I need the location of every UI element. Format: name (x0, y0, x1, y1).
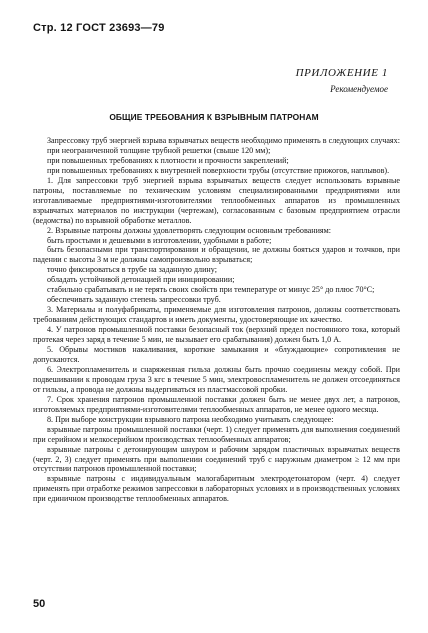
paragraph: 2. Взрывные патроны должны удовлетворять следующим основным требованиям: (47, 225, 332, 235)
paragraph: при неограниченной толщине трубной решетки (свыше 120 мм); (47, 145, 271, 155)
paragraph: при повышенных требованиях к плотности и прочности закреплений; (47, 155, 289, 165)
section-heading: ОБЩИЕ ТРЕБОВАНИЯ К ВЗРЫВНЫМ ПАТРОНАМ (109, 112, 319, 122)
paragraph: обладать устойчивой детонацией при инициировании; (47, 275, 235, 285)
paragraph: точно фиксироваться в трубе на заданную длину; (47, 265, 217, 275)
paragraph: 7. Срок хранения патронов промышленной поставки должен быть не менее двух лет, а патронов, изготовляемых предприятиями-изготовителями теплообменных аппаратов, не менее одного месяца. (33, 394, 400, 414)
paragraph: 6. Электропламенитель и снаряженная гильза должны быть прочно соединены между собой. При подвешивании к проводам груза 3 кгс в течение 5 мин, электровоспламенитель не должен отсоединяться от гильзы, а провода не должны выдергиваться из пластмассовой пробки. (33, 364, 400, 394)
paragraph: 8. При выборе конструкции взрывного патрона необходимо учитывать следующее: (47, 414, 334, 424)
paragraph: при повышенных требованиях к внутренней поверхности трубы (отсутствие прижогов, наплывов). (47, 165, 390, 175)
paragraph: взрывные патроны с детонирующим шнуром и рабочим зарядом пластичных взрывчатых веществ (черт. 2, 3) следует применять при выполнении соединений труб с наружным диаметром ≥ 12 мм при отсутствии патронов промышленной поставки; (33, 444, 400, 474)
paragraph: Запрессовку труб энергией взрыва взрывчатых веществ необходимо применять в следующих случаях: (47, 136, 400, 145)
page-header: Стр. 12 ГОСТ 23693—79 (33, 22, 165, 34)
paragraph: взрывные патроны с индивидуальным малогабаритным электродетонатором (черт. 4) следует применять при отработке режимов запрессовки в лабораторных условиях и в производственных условиях при единичном производстве теплообменных аппаратов. (33, 474, 400, 504)
paragraph: 3. Материалы и полуфабрикаты, применяемые для изготовления патронов, должны соответствовать требованиям действующих стандартов и иметь документы, удостоверяющие их качество. (33, 305, 400, 325)
paragraph: 1. Для запрессовки труб энергией взрыва взрывчатых веществ следует использовать взрывные патроны, поставляемые по техническим условиям специализированными предприятиями или изготавливаемые предприятиями-изготовителями теплообменных аппаратов из промышленных взрывчатых материалов по инструкции (чертежам), согласованным с базовым предприятием отрасли (ведомства) по взрывной обработке металлов. (33, 175, 400, 225)
paragraph: быть простыми и дешевыми в изготовлении, удобными в работе; (47, 235, 272, 245)
body-text (33, 136, 400, 504)
paragraph: быть безопасными при транспортировании и обращении, не должны бояться ударов и толчков, при падении с высоты 3 м не должны самопроизвольно взрываться; (33, 245, 400, 265)
paragraph: 5. Обрывы мостиков накаливания, короткие замыкания и «блуждающие» сопротивления не допускаются. (33, 345, 400, 364)
appendix-label (296, 67, 388, 94)
appendix-subtitle: Рекомендуемое (330, 84, 388, 94)
paragraph: обеспечивать заданную степень запрессовки труб. (47, 295, 221, 305)
paragraph: стабильно срабатывать и не терять своих свойств при температуре от минус 25° до плюс 70°С; (47, 285, 375, 295)
appendix-title: ПРИЛОЖЕНИЕ 1 (295, 67, 388, 79)
page-number: 50 (33, 598, 46, 610)
paragraph: 4. У патронов промышленной поставки безопасный ток (верхний предел постоянного тока, который протекая через заряд в течение 5 мин, не вызывает его срабатывания) должен быть 1,0 А. (33, 325, 400, 345)
paragraph: взрывные патроны промышленной поставки (черт. 1) следует применять для выполнения соединений при серийном и мелкосерийном производствах теплообменных аппаратов; (33, 424, 400, 444)
